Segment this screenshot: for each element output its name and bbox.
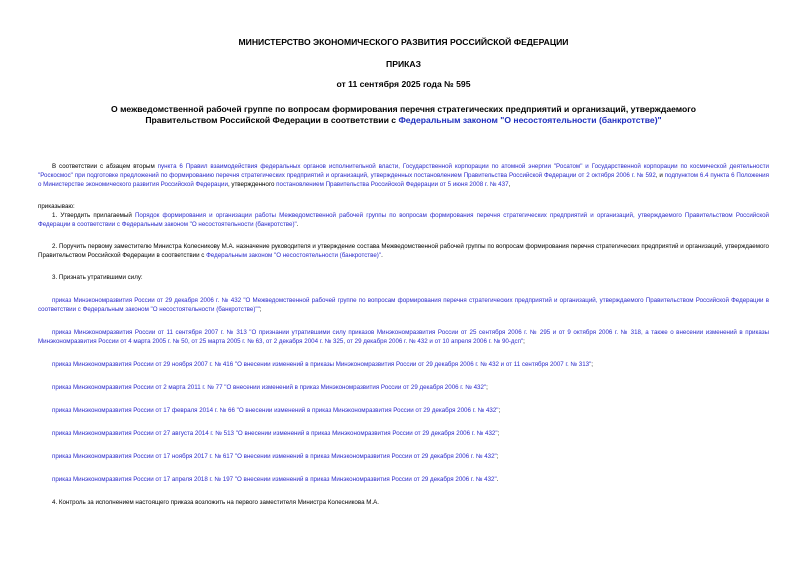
document-date-number: от 11 сентября 2025 года № 595	[336, 79, 471, 89]
repealed-order-1	[38, 296, 769, 314]
repealed-order-4	[38, 383, 769, 392]
preamble-text: В соответствии с абзацем вторым	[52, 163, 158, 170]
item-2-text: 2. Поручить первому заместителю Министра Колесникову М.А. назначение руководителя и утверждение состава Межведомственной рабочей группы по вопросам формирования перечня стратегических предприятий и организаций, утверждаемого Правительством Российской Федерации в соответствии с	[38, 243, 769, 259]
repealed-order-link[interactable]: приказ Минэкономразвития России от 2 марта 2011 г. № 77 "О внесении изменений в приказ Минэкономразвития России от 29 декабря 2006 г. № 432"	[52, 384, 487, 391]
resolution-link[interactable]: постановлением Правительства Российской Федерации от 5 июня 2008 г. № 437	[276, 181, 509, 188]
ministry-name: МИНИСТЕРСТВО ЭКОНОМИЧЕСКОГО РАЗВИТИЯ РОССИЙСКОЙ ФЕДЕРАЦИИ	[238, 37, 569, 47]
item-2-text: .	[381, 252, 383, 259]
item-2	[38, 242, 769, 260]
repealed-order-link[interactable]: приказ Минэкономразвития России от 27 августа 2014 г. № 513 "О внесении изменений в приказ Минэкономразвития России от 29 декабря 2006 г. № 432"	[52, 430, 498, 437]
list-punctuation: ;	[497, 430, 500, 437]
list-punctuation: ;	[486, 384, 488, 391]
repealed-order-2	[38, 328, 769, 346]
item-1	[38, 211, 769, 229]
list-punctuation: ;	[259, 306, 262, 313]
procedure-link[interactable]: Порядок формирования и организации работы Межведомственной рабочей группы по вопросам формирования перечня стратегических предприятий и организаций, утверждаемого Правительством Российской Федерации в соответствии с Федеральным законом "О несостоятельности (банкротстве)"	[38, 212, 769, 228]
preamble-text: ,	[508, 181, 511, 188]
regulation-link[interactable]: подпунктом 6.4 пункта 6 Положения о Министерстве экономического развития Российской Федерации	[38, 172, 769, 188]
item-1-text: .	[296, 221, 299, 228]
rules-link[interactable]: пункта 6 Правил взаимодействия федеральных органов исполнительной власти, Государственной корпорации по атомной энергии "Росатом" и Государственной корпорации по космической деятельности "Роскосмос" при подготовке предложений по формированию перечня стратегических предприятий и организаций, утвержденных постановлением Правительства Российской Федерации от 2 октября 2006 г. № 592	[38, 163, 769, 179]
repealed-order-link[interactable]: приказ Минэкономразвития России от 29 ноября 2007 г. № 416 "О внесении изменений в приказы Минэкономразвития России от 29 декабря 2006 г. № 432 и от 11 сентября 2007 г. № 313"	[52, 361, 592, 368]
list-punctuation: ;	[496, 453, 499, 460]
document-type: ПРИКАЗ	[386, 59, 421, 69]
repealed-order-7	[38, 452, 769, 461]
repealed-order-link[interactable]: приказ Минэкономразвития России от 17 февраля 2014 г. № 66 "О внесении изменений в приказ Минэкономразвития России от 29 декабря 2006 г. № 432"	[52, 407, 499, 414]
item-1-text: 1. Утвердить прилагаемый	[52, 212, 135, 219]
title-text: О межведомственной рабочей группе по вопросам формирования перечня стратегических предприятий и организаций, утверждаемого Правительством Российской Федерации в соответствии с	[111, 104, 696, 125]
list-punctuation: .	[496, 476, 499, 483]
preamble-text: , и	[655, 172, 665, 179]
repealed-order-link[interactable]: приказ Минэкономразвития России от 17 апреля 2018 г. № 197 "О внесении изменений в приказ Минэкономразвития России от 29 декабря 2006 г. № 432"	[52, 476, 497, 483]
repealed-order-3	[38, 360, 769, 369]
preamble-text: , утвержденного	[227, 181, 277, 188]
repealed-order-link[interactable]: приказ Минэкономразвития России от 11 сентября 2007 г. № 313 "О признании утратившими силу приказов Минэкономразвития России от 25 сентября 2006 г. № 295 и от 9 октября 2006 г. № 318, а также о внесении изменений в приказы Минэкономразвития России от 4 марта 2005 г. № 50, от 25 марта 2005 г. № 63, от 2 декабря 2004 г. № 325, от 29 декабря 2006 г. № 432 и от 10 апреля 2006 г. № 90-дсп"	[38, 329, 769, 345]
repealed-order-5	[38, 406, 769, 415]
document-body	[38, 162, 769, 507]
list-punctuation: ;	[591, 361, 594, 368]
preamble-paragraph	[38, 162, 769, 189]
list-punctuation: ;	[498, 407, 501, 414]
item-3-heading: 3. Признать утратившими силу:	[52, 274, 143, 281]
repealed-order-6	[38, 429, 769, 438]
item-4: 4. Контроль за исполнением настоящего приказа возложить на первого заместителя Министра Колесникова М.А.	[52, 499, 379, 506]
repealed-order-link[interactable]: приказ Минэкономразвития России от 29 декабря 2006 г. № 432 "О Межведомственной рабочей группе по вопросам формирования перечня стратегических предприятий и организаций, утверждаемого Правительством Российской Федерации в соответствии с Федеральным законом "О несостоятельности (банкротстве)""	[38, 297, 769, 313]
title-law-link[interactable]: Федеральным законом "О несостоятельности (банкротстве)"	[398, 115, 662, 125]
orders-word: приказываю:	[38, 203, 75, 210]
law-link[interactable]: Федеральным законом "О несостоятельности (банкротстве)"	[206, 252, 382, 259]
document-title	[74, 104, 733, 126]
repealed-order-link[interactable]: приказ Минэкономразвития России от 17 ноября 2017 г. № 617 "О внесении изменений в приказ Минэкономразвития России от 29 декабря 2006 г. № 432"	[52, 453, 497, 460]
list-punctuation: ;	[523, 338, 525, 345]
repealed-order-8	[38, 475, 769, 484]
